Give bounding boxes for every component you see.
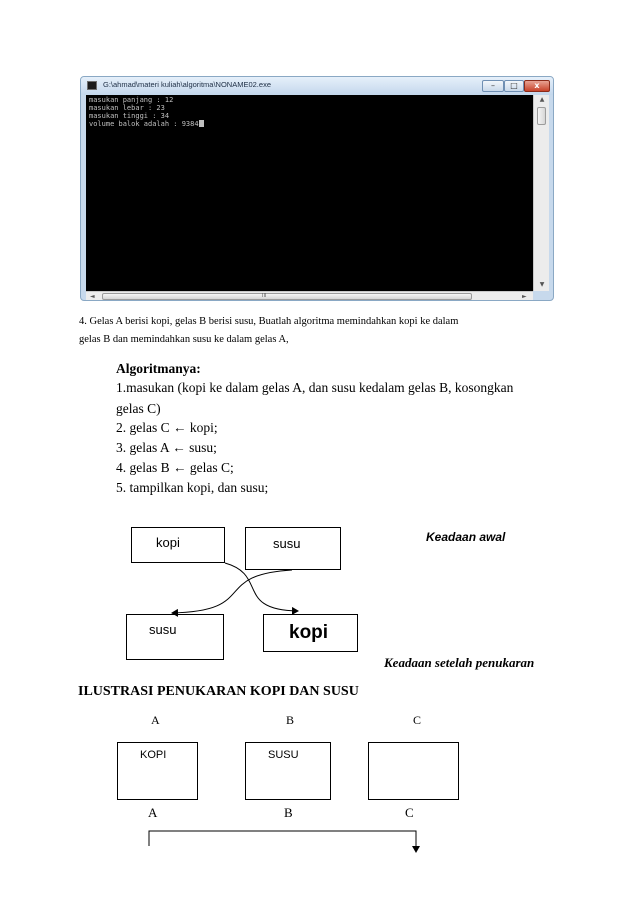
transfer-line-a-to-c <box>149 831 416 852</box>
swap-curve-kopi <box>225 563 298 611</box>
box-label: KOPI <box>140 749 167 761</box>
console-title: G:\ahmad\materi kuliah\algoritma\NONAME02.exe <box>103 80 271 89</box>
label-b-bottom: B <box>284 805 293 820</box>
console-line: masukan lebar : 23 <box>89 104 165 112</box>
glass-c-box <box>368 742 459 800</box>
console-app-icon <box>87 81 97 90</box>
console-line <box>89 120 204 128</box>
question-line-2: gelas B dan memindahkan susu ke dalam gelas A, <box>79 334 289 345</box>
caption-initial-state: Keadaan awal <box>426 530 506 544</box>
scroll-grip-icon: III <box>262 293 267 299</box>
algorithm-step-1-cont: gelas C) <box>116 401 161 416</box>
box-kopi-after <box>263 614 358 652</box>
label-a-top: A <box>151 713 160 727</box>
algorithm-step-1: 1.masukan (kopi ke dalam gelas A, dan susu kedalam gelas B, kosongkan <box>116 380 514 395</box>
console-line-text: volume balok adalah : 9384 <box>89 120 199 128</box>
box-label: kopi <box>156 535 180 550</box>
algorithm-step-2: 2. gelas C ← kopi; <box>116 420 218 435</box>
label-a-bottom: A <box>148 805 158 820</box>
vertical-scroll-thumb[interactable] <box>537 107 546 125</box>
label-c-top: C <box>413 713 422 727</box>
scroll-up-icon[interactable]: ▲ <box>539 96 545 103</box>
box-kopi-initial <box>131 527 225 563</box>
algorithm-step-5: 5. tampilkan kopi, dan susu; <box>116 480 269 495</box>
algorithm-heading: Algoritmanya: <box>116 361 201 376</box>
swap-curve-susu <box>172 570 292 613</box>
console-window <box>80 76 554 301</box>
illustration-heading: ILUSTRASI PENUKARAN KOPI DAN SUSU <box>78 684 359 699</box>
text-cursor <box>199 120 204 127</box>
vertical-scrollbar[interactable] <box>533 95 549 291</box>
console-line: masukan panjang : 12 <box>89 96 174 104</box>
scroll-right-icon[interactable]: ► <box>522 293 527 300</box>
glass-b-box <box>245 742 331 800</box>
box-label: susu <box>273 536 301 551</box>
box-label: susu <box>149 622 177 637</box>
algorithm-step-4: 4. gelas B ← gelas C; <box>116 460 234 475</box>
close-button[interactable]: x <box>524 80 550 92</box>
question-line-1: 4. Gelas A berisi kopi, gelas B berisi susu, Buatlah algoritma memindahkan kopi ke dalam <box>79 316 459 327</box>
scroll-left-icon[interactable]: ◄ <box>90 293 95 300</box>
horizontal-scroll-thumb[interactable] <box>102 293 472 300</box>
box-label: kopi <box>289 622 329 643</box>
horizontal-scrollbar[interactable] <box>86 291 533 301</box>
console-line: masukan tinggi : 34 <box>89 112 170 120</box>
console-titlebar[interactable] <box>81 77 553 95</box>
algorithm-step-3: 3. gelas A ← susu; <box>116 440 217 455</box>
label-c-bottom: C <box>405 805 414 820</box>
box-susu-after <box>126 614 224 660</box>
console-output[interactable] <box>86 95 533 291</box>
box-susu-initial <box>245 527 341 570</box>
glass-a-box <box>117 742 198 800</box>
scroll-down-icon[interactable]: ▼ <box>539 281 545 288</box>
caption-after-swap: Keadaan setelah penukaran <box>384 655 535 670</box>
label-b-top: B <box>286 713 295 727</box>
box-label: SUSU <box>268 749 299 761</box>
minimize-button[interactable]: – <box>482 80 504 92</box>
maximize-button[interactable]: □ <box>504 80 524 92</box>
